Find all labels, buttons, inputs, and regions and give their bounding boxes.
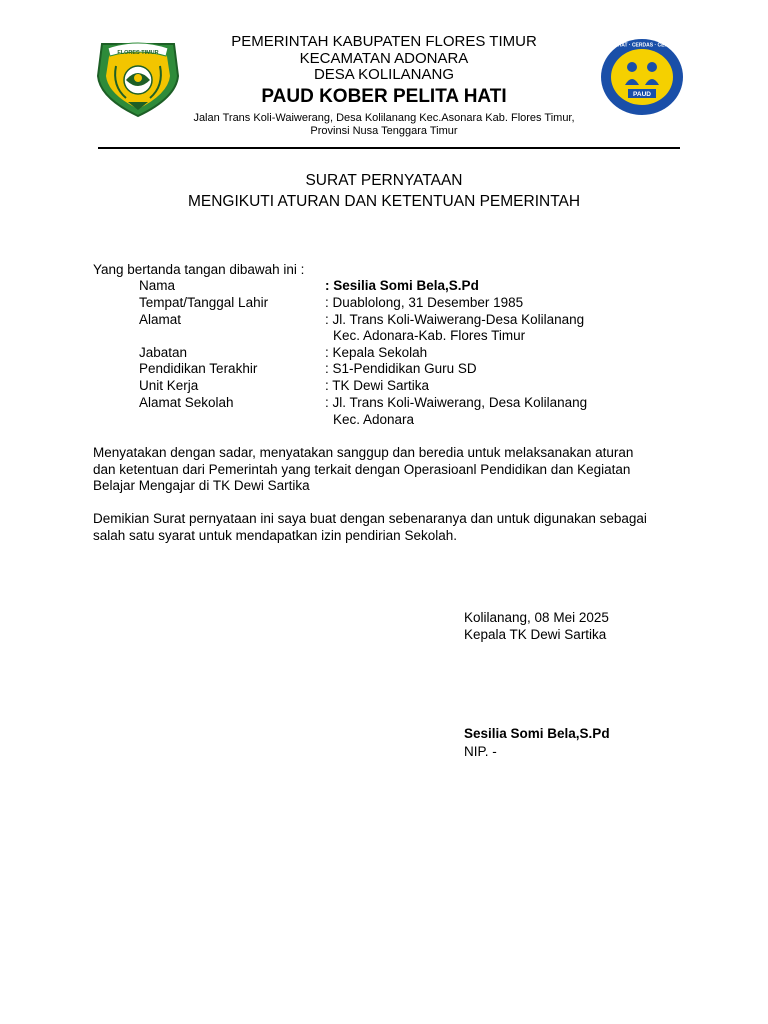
signatory-nip: NIP. -: [464, 744, 497, 759]
letterhead-divider: [98, 147, 680, 149]
signature-place-date: Kolilanang, 08 Mei 2025: [464, 610, 609, 625]
field-value-position: : Kepala Sekolah: [325, 345, 428, 360]
field-label-education: Pendidikan Terakhir: [139, 361, 258, 376]
field-label-school-address: Alamat Sekolah: [139, 395, 234, 410]
government-name: PEMERINTAH KABUPATEN FLORES TIMUR: [231, 33, 537, 50]
flores-timur-emblem-icon: [92, 36, 184, 118]
field-label-position: Jabatan: [139, 345, 188, 360]
closing-paragraph: [93, 511, 693, 544]
field-value-birth: : Duablolong, 31 Desember 1985: [325, 295, 524, 310]
field-value-work-unit: : TK Dewi Sartika: [325, 378, 430, 393]
paud-logo-icon: [599, 37, 685, 117]
field-value-education-text: S1-Pendidikan Guru SD: [332, 361, 477, 376]
district-name: KECAMATAN ADONARA: [299, 49, 469, 67]
signatory-name: Sesilia Somi Bela,S.Pd: [464, 726, 610, 741]
field-value-address-cont: Kec. Adonara-Kab. Flores Timur: [333, 328, 526, 343]
paud-banner-text: PAUD: [633, 91, 651, 98]
closing-line-2: salah satu syarat untuk mendapatkan izin pendirian Sekolah.: [93, 527, 457, 543]
statement-paragraph: [93, 445, 693, 495]
paud-ring-text: SEHAT · CERDAS · CERIA: [610, 42, 674, 49]
statement-line-1: Menyatakan dengan sadar, menyatakan sanggup dan beredia untuk melaksanakan aturan: [93, 445, 634, 460]
field-value-education: : S1-Pendidikan Guru SD: [325, 361, 477, 376]
statement-line-2: dan ketentuan dari Pemerintah yang terkait dengan Operasioanl Pendidikan dan Kegiatan: [93, 461, 631, 477]
village-name: DESA KOLILANANG: [313, 66, 455, 83]
emblem-ribbon-text: FLORES TIMUR: [117, 50, 159, 56]
signature-position: Kepala TK Dewi Sartika: [464, 627, 607, 642]
field-value-school-address-text: Jl. Trans Koli-Waiwerang, Desa Kolilanang: [332, 395, 588, 410]
field-value-name-text: Sesilia Somi Bela,S.Pd: [333, 278, 479, 293]
field-value-school-address: : Jl. Trans Koli-Waiwerang, Desa Kolilanang: [325, 395, 588, 410]
field-value-name: : Sesilia Somi Bela,S.Pd: [325, 278, 479, 293]
field-label-birth: Tempat/Tanggal Lahir: [139, 295, 269, 310]
closing-line-1: Demikian Surat pernyataan ini saya buat dengan sebenaranya dan untuk digunakan sebagai: [93, 511, 647, 526]
letter-subtitle: MENGIKUTI ATURAN DAN KETENTUAN PEMERINTAH: [187, 193, 581, 210]
school-address-line2: Provinsi Nusa Tenggara Timur: [310, 124, 458, 137]
field-value-school-address-cont: Kec. Adonara: [333, 412, 415, 427]
statement-line-3: Belajar Mengajar di TK Dewi Sartika: [93, 478, 310, 493]
school-name: PAUD KOBER PELITA HATI: [261, 85, 507, 107]
field-value-address-text: Jl. Trans Koli-Waiwerang-Desa Kolilanang: [332, 312, 585, 327]
letterhead: [180, 34, 588, 138]
school-address-line1: Jalan Trans Koli-Waiwerang, Desa Kolilanang Kec.Asonara Kab. Flores Timur,: [193, 111, 575, 124]
field-label-name: Nama: [139, 278, 176, 293]
letter-title: SURAT PERNYATAAN: [305, 172, 463, 189]
field-value-birth-text: Duablolong, 31 Desember 1985: [332, 295, 524, 310]
field-value-position-text: Kepala Sekolah: [332, 345, 428, 360]
field-label-address: Alamat: [139, 312, 182, 327]
field-value-work-unit-text: TK Dewi Sartika: [332, 378, 430, 393]
intro-text: Yang bertanda tangan dibawah ini :: [93, 262, 305, 277]
field-value-address: : Jl. Trans Koli-Waiwerang-Desa Kolilanang: [325, 312, 585, 327]
field-label-work-unit: Unit Kerja: [139, 378, 199, 393]
